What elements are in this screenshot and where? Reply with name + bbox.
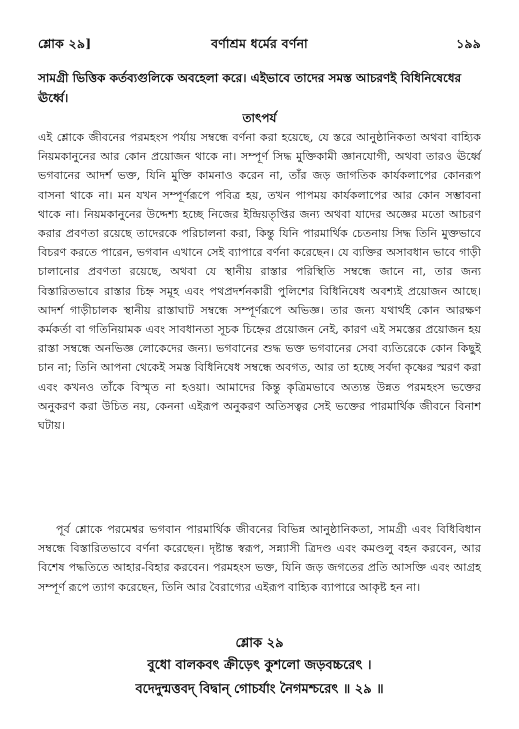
verse-line-1: বুধো বালকবৎ ক্রীড়েৎ কুশলো জড়বচ্চরেৎ । xyxy=(147,658,372,673)
chapter-title: বর্ণাশ্রম ধর্মের বর্ণনা xyxy=(211,36,308,51)
purport-paragraph-2: পূর্ব শ্লোকে পরমেশ্বর ভগবান পারমার্থিক জীবনের বিভিন্ন আনুষ্ঠানিকতা, সামগ্রী এবং বিধিবিধান সম্বন্ধে বিস্তারিতভাবে বর্ণনা করেছেন। দৃষ্টান্ত স্বরূপ, সন্ন্যাসী ত্রিদণ্ড এবং কমণ্ডলু বহন করবেন, আর বিশেষ পদ্ধতিতে আহার-বিহার করবেন। পরমহংস ভক্ত, যিনি জড় জগতের প্রতি আসক্তি এবং আগ্রহ সম্পূর্ণ রূপে ত্যাগ করেছেন, তিনি আর বৈরাগ্যের এইরূপ বাহ্যিক ব্যাপারে আকৃষ্ট হন না। xyxy=(38,523,481,594)
verse-reference: শ্লোক ২৯] xyxy=(38,36,92,51)
sanskrit-verse xyxy=(0,654,519,702)
verse-line-2: বদেদুন্মত্তবদ্ বিদ্বান্ গোচর্যাং নৈগমশ্চরেৎ ॥ ২৯ ॥ xyxy=(135,682,384,697)
purport-paragraph-1: এই শ্লোকে জীবনের পরমহংস পর্যায় সম্বন্ধে বর্ণনা করা হয়েছে, যে স্তরে আনুষ্ঠানিকতা অথবা বাহ্যিক নিয়মকানুনের আর কোন প্রয়োজন থাকে না। সম্পূর্ণ সিদ্ধ মুক্তিকামী জ্ঞানযোগী, অথবা তারও ঊর্ধ্বে ভগবানের আদর্শ ভক্ত, যিনি মুক্তি কামনাও করেন না, তাঁর জড় জাগতিক কার্যকলাপের কোনরূপ বাসনা থাকে না। মন যখন সম্পূর্ণরূপে পবিত্র হয়, তখন পাপময় কার্যকলাপের আর কোন সম্ভাবনা থাকে না। নিয়মকানুনের উদ্দেশ্য হচ্ছে নিজের ইন্দ্রিয়তৃপ্তির জন্য অথবা যাদের অজ্ঞের মতো আচরণ করার প্রবণতা রয়েছে তাদেরকে পরিচালনা করা, কিন্তু যিনি পারমার্থিক চেতনায় সিদ্ধ তিনি মুক্তভাবে বিচরণ করতে পারেন, ভগবান এখানে সেই ব্যাপারে বর্ণনা করেছেন। যে ব্যক্তির অসাবধান ভাবে গাড়ী চালানোর প্রবণতা রয়েছে, অথবা যে স্থানীয় রাস্তার পরিস্থিতি সম্বন্ধে জানে না, তার জন্য বিস্তারিতভাবে রাস্তার চিহ্ন সমূহ এবং পথপ্রদর্শনকারী পুলিশের বিধিনিষেধ অবশ্যই প্রয়োজন আছে। আদর্শ গাড়ীচালক স্থানীয় রাস্তাঘাট সম্বন্ধে সম্পূর্ণরূপে অভিজ্ঞ। তার জন্য যথার্থই কোন আরক্ষণ কর্মকর্তা বা গতিনিয়ামক এবং সাবধানতা সূচক চিহ্নের প্রয়োজন নেই, কারণ এই সমস্তের প্রয়োজন হয় রাস্তা সম্বন্ধে অনভিজ্ঞ লোকেদের জন্য। ভগবানের শুদ্ধ ভক্ত ভগবানের সেবা ব্যতিরেকে কোন কিছুই চান না; তিনি আপনা থেকেই সমস্ত বিধিনিষেধ সম্বন্ধে অবগত, আর তা হচ্ছে সর্বদা কৃষ্ণের স্মরণ করা এবং কখনও তাঁকে বিস্মৃত না হওয়া। আমাদের কিন্তু কৃত্রিমভাবে অত্যন্ত উন্নত পরমহংস ভক্তের অনুকরণ করা উচিত নয়, কেননা এইরূপ অনুকরণ অতিসত্বর সেই ভক্তের পারমার্থিক জীবনে বিনাশ ঘটায়। xyxy=(38,131,481,433)
page-header xyxy=(38,36,481,54)
page-number: ১৯৯ xyxy=(456,36,481,51)
translation-text: সামগ্রী ভিত্তিক কর্তব্যগুলিকে অবহেলা করে। এইভাবে তাদের সমস্ত আচরণই বিধিনিষেধের ঊর্ধ্বে। xyxy=(38,71,462,105)
verse-heading: শ্লোক ২৯ xyxy=(235,636,284,651)
purport-heading: তাৎপর্য xyxy=(242,111,277,125)
